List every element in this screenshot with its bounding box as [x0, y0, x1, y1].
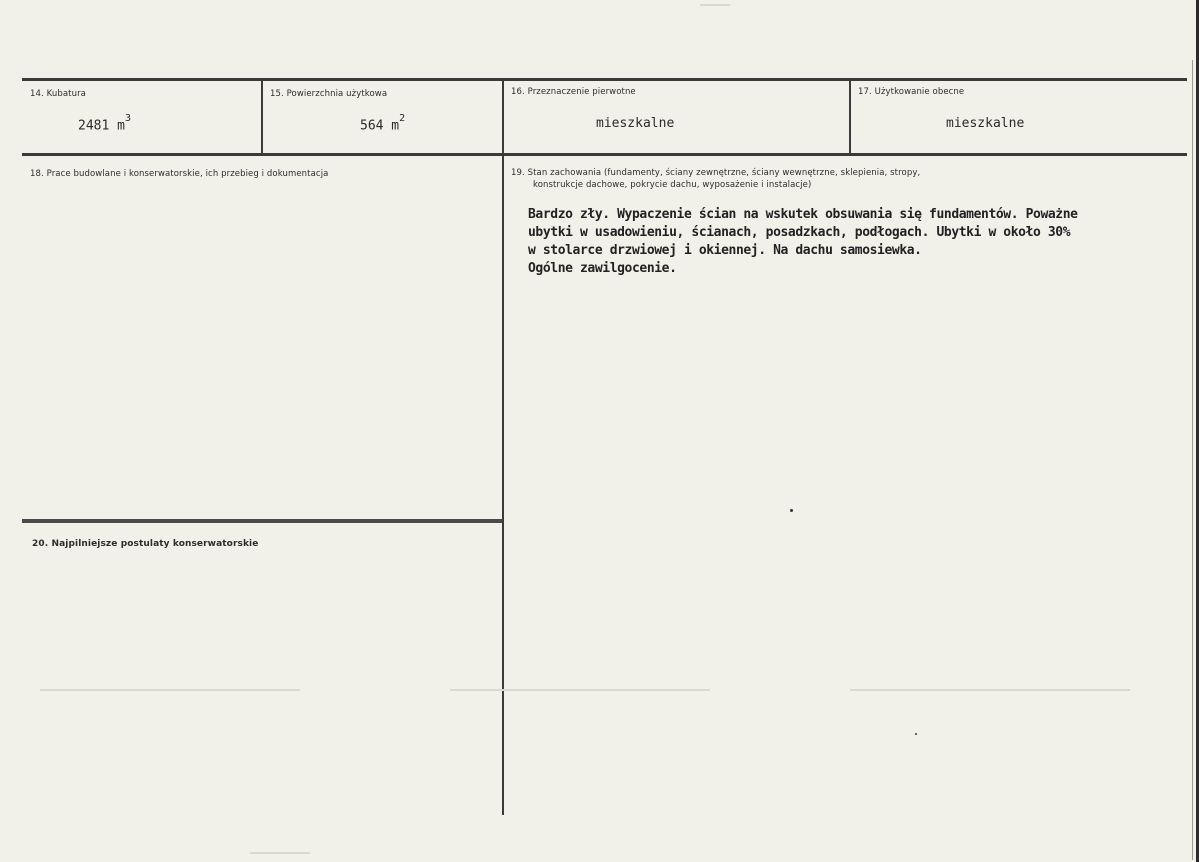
field-15-label: 15. Powierzchnia użytkowa	[270, 89, 388, 99]
paper-smudge	[850, 689, 1130, 691]
section-divider	[22, 519, 502, 523]
ink-dot	[915, 733, 917, 735]
field-18-label: 18. Prace budowlane i konserwatorskie, ich przebieg i dokumentacja	[30, 169, 329, 179]
field-19-text-line: Bardzo zły. Wypaczenie ścian na wskutek obsuwania się fundamentów. Poważne	[528, 207, 1078, 222]
field-19-label-line2: konstrukcje dachowe, pokrycie dachu, wyposażenie i instalacje)	[533, 180, 812, 190]
row-divider	[22, 153, 1187, 156]
field-19-label-line1: 19. Stan zachowania (fundamenty, ściany zewnętrzne, ściany wewnętrzne, sklepienia, stropy,	[511, 168, 921, 178]
field-19-text-line: ubytki w usadowieniu, ścianach, posadzkach, podłogach. Ubytki w około 30%	[528, 225, 1071, 240]
field-17-value: mieszkalne	[946, 116, 1025, 131]
paper-smudge	[700, 4, 730, 6]
paper-smudge	[40, 689, 300, 691]
column-divider	[849, 80, 851, 155]
table-top-border	[22, 78, 1187, 81]
field-15-value: 564 $m^2$	[360, 113, 406, 134]
card-edge-shadow	[1192, 60, 1193, 860]
field-16-value: mieszkalne	[596, 116, 675, 131]
field-14-value: 2481 $m^3$	[78, 113, 131, 134]
ink-dot	[790, 509, 793, 512]
field-14-label: 14. Kubatura	[30, 89, 86, 99]
field-19-text	[528, 206, 1078, 278]
field-17-label: 17. Użytkowanie obecne	[858, 87, 965, 97]
field-16-label: 16. Przeznaczenie pierwotne	[511, 87, 636, 97]
column-divider	[261, 80, 263, 155]
paper-smudge	[250, 852, 310, 854]
field-19-text-line: w stolarce drzwiowej i okiennej. Na dachu samosiewka.	[528, 243, 922, 258]
main-column-divider	[502, 80, 504, 815]
paper-smudge	[450, 689, 710, 691]
field-20-label: 20. Najpilniejsze postulaty konserwatorskie	[32, 539, 259, 549]
field-19-text-line: Ogólne zawilgocenie.	[528, 261, 677, 276]
